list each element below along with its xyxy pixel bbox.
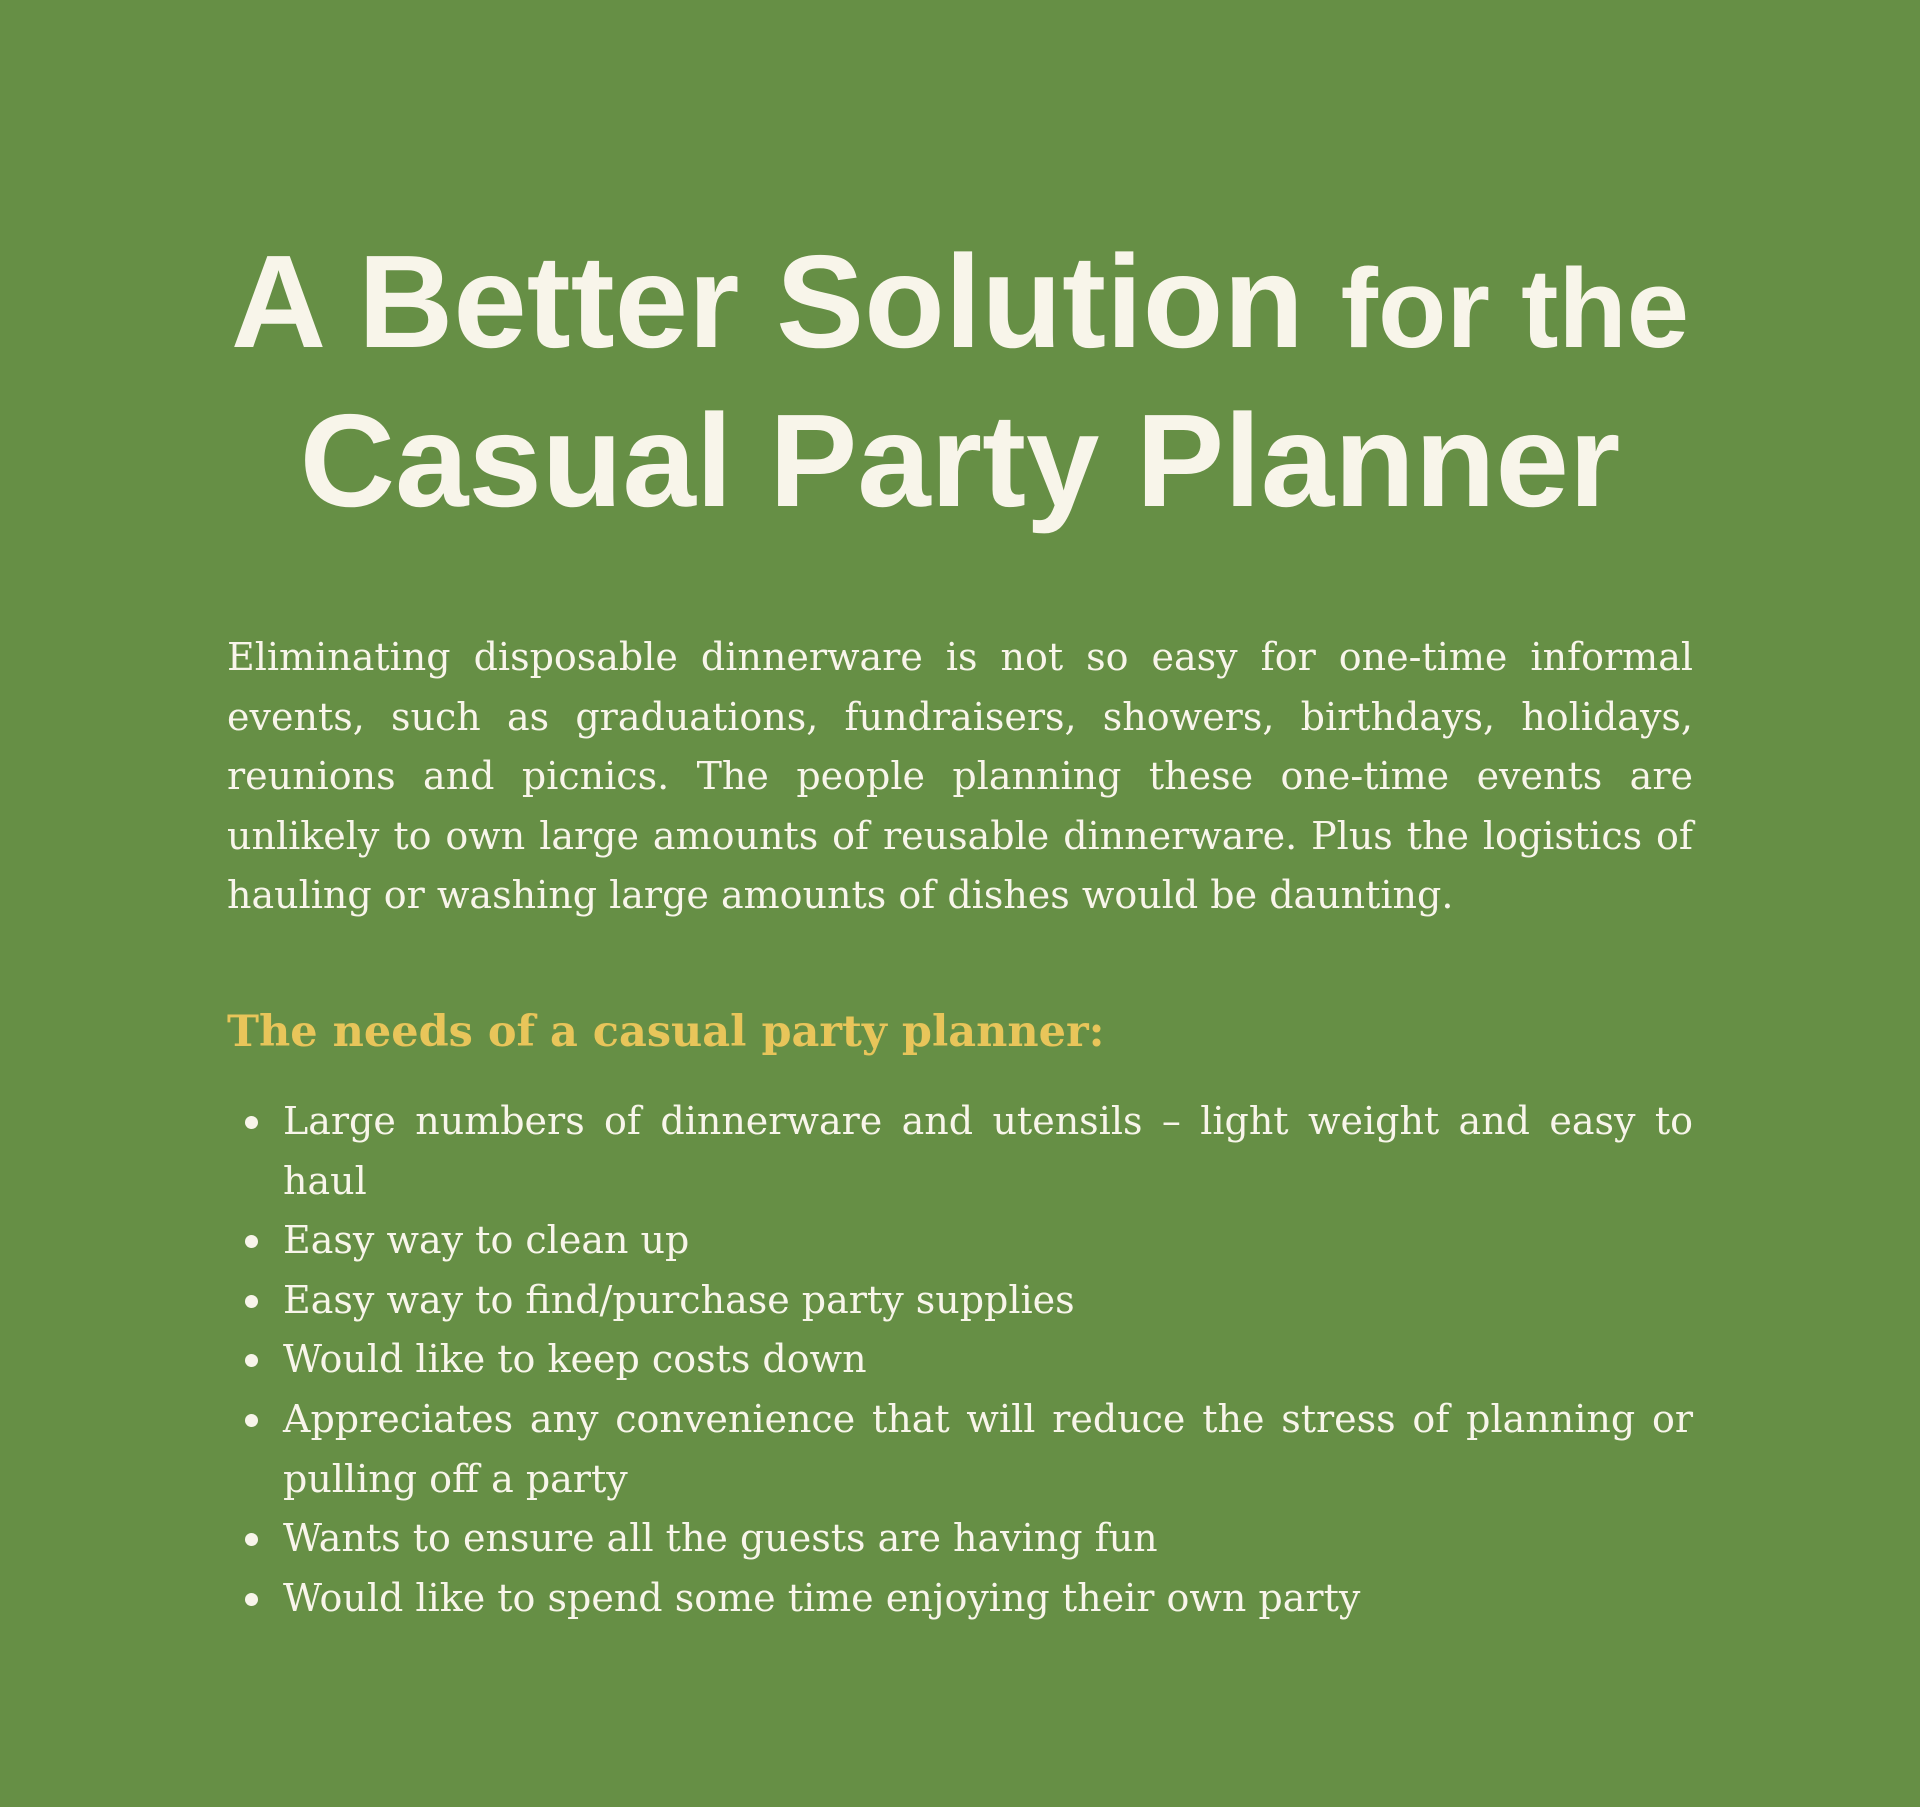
list-item [227,1211,1693,1271]
needs-heading: The needs of a casual party planner: [227,1007,1105,1057]
title-small-text: for the [1340,246,1690,371]
list-item [227,1569,1693,1629]
bullet-icon [245,1533,258,1546]
title-line-1 [180,226,1740,385]
list-item [227,1092,1693,1211]
bullet-icon [245,1414,258,1427]
list-item [227,1271,1693,1331]
bullet-icon [245,1295,258,1308]
list-item-text: Large numbers of dinnerware and utensils – light weight and easy to haul [283,1099,1693,1203]
bullet-icon [245,1235,258,1248]
list-item-text: Wants to ensure all the guests are having fun [283,1516,1158,1561]
list-item [227,1390,1693,1509]
list-item-text: Easy way to find/purchase party supplies [283,1277,1075,1322]
needs-list [227,1092,1693,1628]
bullet-icon [245,1116,258,1129]
list-item-text: Would like to spend some time enjoying their own party [283,1575,1361,1620]
title-line-2: Casual Party Planner [299,387,1621,534]
title-main-text: A Better Solution [230,228,1304,375]
intro-paragraph: Eliminating disposable dinnerware is not so easy for one-time informal events, such as graduations, fundraisers, showers, birthdays, holidays, reunions and picnics. The people planning these one-time events are unlikely to own large amounts of reusable dinnerware. Plus the logistics of hauling or washing large amounts of dishes would be daunting. [227,635,1693,918]
list-item-text: Easy way to clean up [283,1218,690,1263]
list-item [227,1330,1693,1390]
list-item [227,1509,1693,1569]
page-title [180,226,1740,537]
bullet-icon [245,1354,258,1367]
list-item-text: Would like to keep costs down [283,1337,867,1382]
list-item-text: Appreciates any convenience that will reduce the stress of planning or pulling off a party [283,1396,1693,1501]
bullet-icon [245,1593,258,1606]
